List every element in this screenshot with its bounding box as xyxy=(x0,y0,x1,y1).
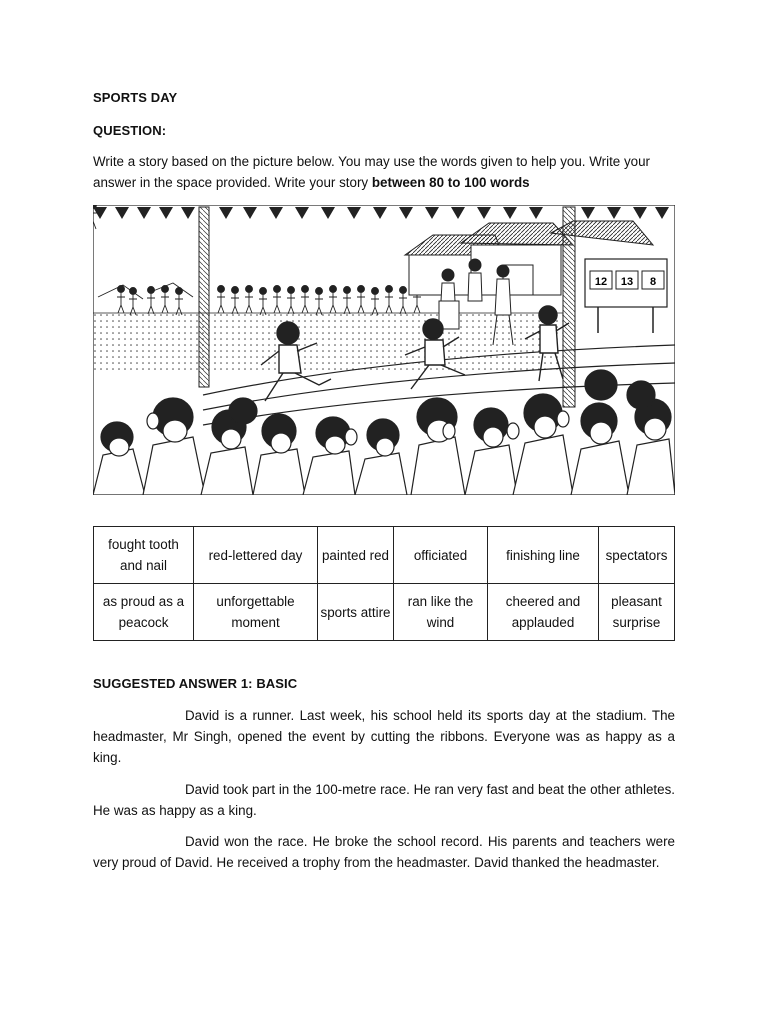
word-cell: finishing line xyxy=(488,527,599,584)
word-cell: fought tooth and nail xyxy=(94,527,194,584)
answer-heading: SUGGESTED ANSWER 1: BASIC xyxy=(93,676,298,691)
paragraph-text: David is a runner. Last week, his school held its sports day at the stadium. The headmaster, Mr Singh, opened the event by cutting the ribbons. Everyone was as happy as a king. xyxy=(93,708,675,765)
word-cell: sports attire xyxy=(318,584,394,641)
field xyxy=(93,313,563,373)
word-cell: as proud as a peacock xyxy=(94,584,194,641)
answer-paragraph-3 xyxy=(93,831,675,873)
score-1: 12 xyxy=(594,276,608,288)
word-cell: cheered and applauded xyxy=(488,584,599,641)
page-title: SPORTS DAY xyxy=(93,90,178,105)
score-2: 13 xyxy=(620,276,634,288)
word-cell: officiated xyxy=(394,527,488,584)
word-cell: pleasant surprise xyxy=(599,584,675,641)
instructions xyxy=(93,152,678,193)
score-3: 8 xyxy=(649,276,657,288)
question-label: QUESTION: xyxy=(93,123,167,138)
answer-paragraph-2 xyxy=(93,779,675,821)
word-bank-row xyxy=(94,584,675,641)
instructions-text: Write a story based on the picture below. You may use the words given to help you. Write your answer in the space provided. Write your story xyxy=(93,154,651,190)
sports-day-illustration xyxy=(93,205,675,495)
word-cell: red-lettered day xyxy=(194,527,318,584)
paragraph-text: David took part in the 100-metre race. He ran very fast and beat the other athletes. He was as happy as a king. xyxy=(93,782,675,818)
word-bank-table xyxy=(93,526,675,641)
answer-paragraph-1 xyxy=(93,705,675,768)
word-cell: ran like the wind xyxy=(394,584,488,641)
word-cell: painted red xyxy=(318,527,394,584)
word-cell: spectators xyxy=(599,527,675,584)
paragraph-text: David won the race. He broke the school record. His parents and teachers were very proud of David. He received a trophy from the headmaster. David thanked the headmaster. xyxy=(93,834,675,870)
word-cell: unforgettable moment xyxy=(194,584,318,641)
word-bank-row xyxy=(94,527,675,584)
instructions-bold: between 80 to 100 words xyxy=(371,174,530,190)
